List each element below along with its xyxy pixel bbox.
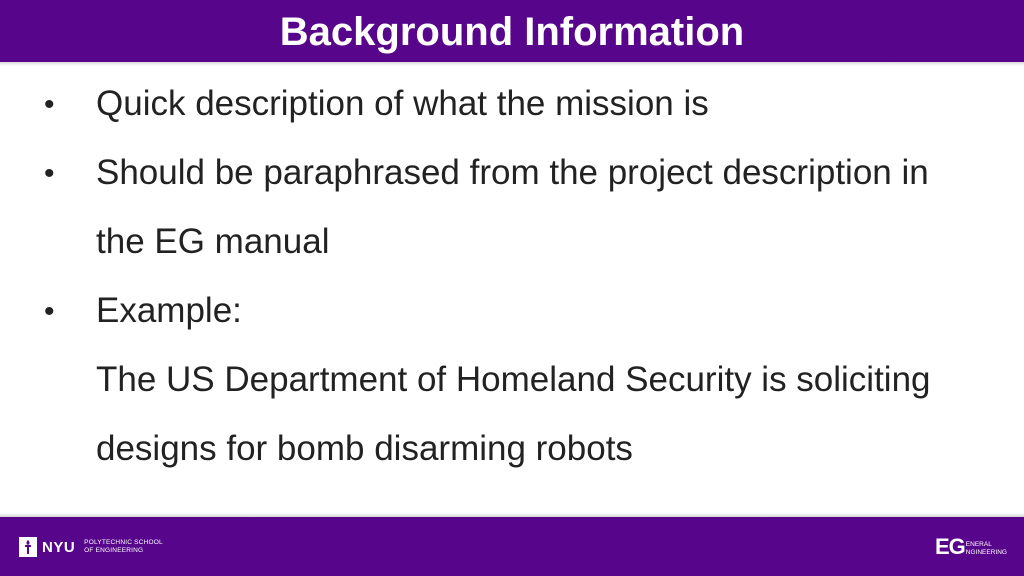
eg-subtitle: ENERAL NGINEERING — [965, 541, 1007, 556]
bullet-marker: • — [44, 295, 55, 328]
bullet-text: Example: — [96, 291, 242, 330]
torch-icon — [19, 537, 37, 557]
header-divider — [0, 62, 1024, 66]
eg-wordmark: EG — [935, 534, 965, 559]
example-text: The US Department of Homeland Security is soliciting — [96, 360, 931, 399]
slide-title: Background Information — [279, 10, 745, 54]
nyu-logo — [19, 536, 163, 558]
example-text-continuation: designs for bomb disarming robots — [96, 429, 633, 468]
school-name: POLYTECHNIC SCHOOL OF ENGINEERING — [84, 539, 163, 554]
nyu-wordmark: NYU — [42, 538, 76, 556]
bullet-text-continuation: the EG manual — [96, 222, 330, 261]
eg-logo — [935, 534, 1007, 559]
bullet-marker: • — [44, 157, 55, 190]
bullet-marker: • — [44, 88, 55, 121]
bullet-text: Should be paraphrased from the project description in — [96, 153, 929, 192]
bullet-text: Quick description of what the mission is — [96, 84, 709, 123]
